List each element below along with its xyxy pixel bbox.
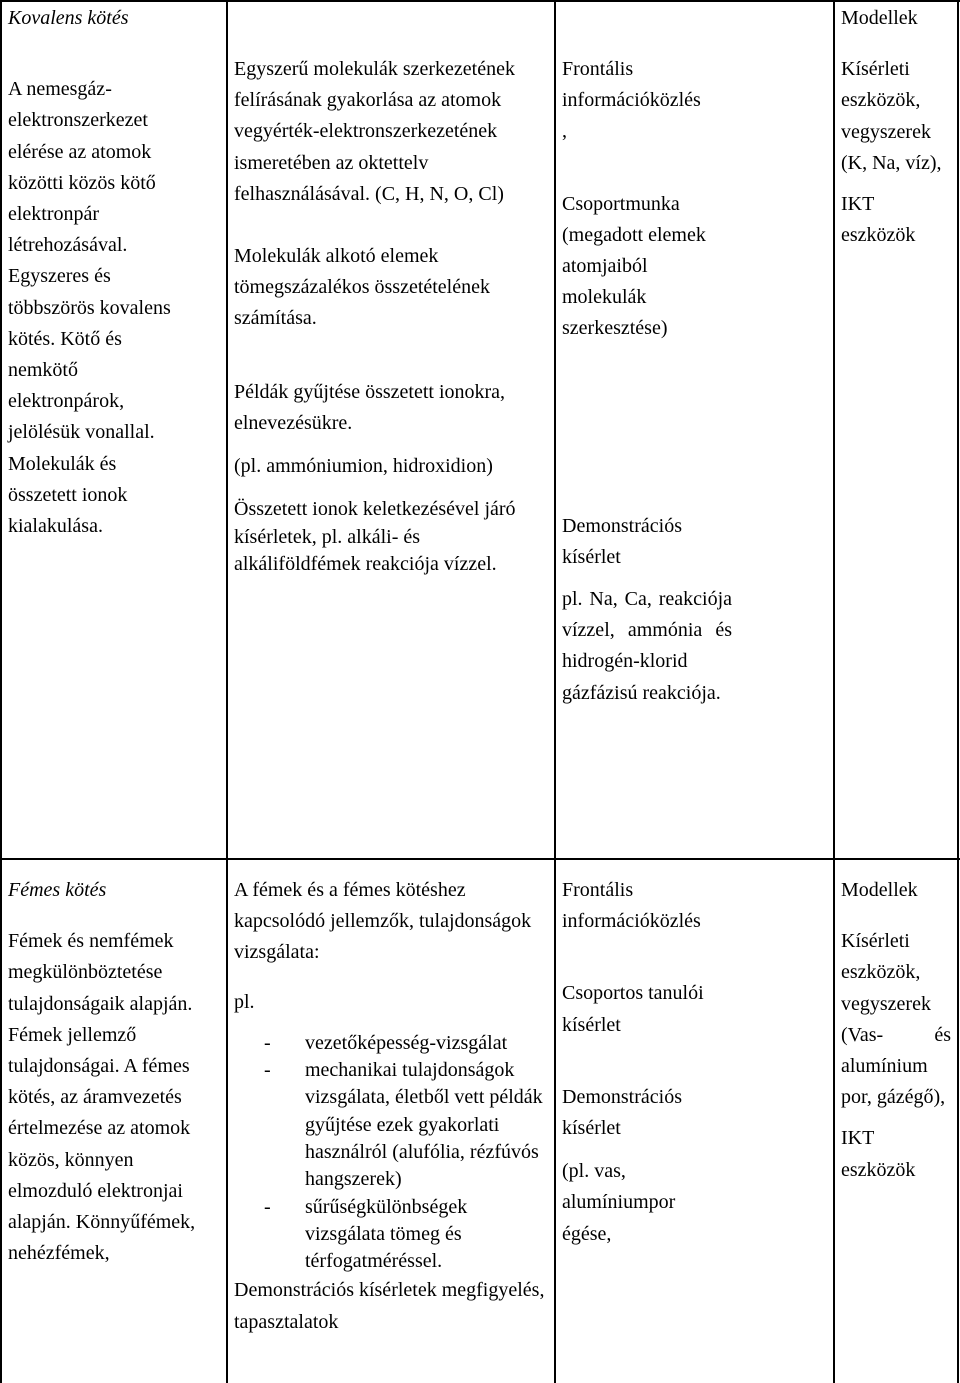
tools-cell-metallic	[841, 875, 951, 1186]
activity-paragraph: Egyszerű molekulák szerkezetének felírásának gyakorlása az atomok vegyérték-elektronszerkezetének ismeretében az oktettelv felhasználásával. (C, H, N, O, Cl)	[234, 58, 515, 205]
methods-cell-metallic	[562, 875, 762, 1250]
tools-cell-covalent	[841, 3, 951, 251]
table-border-right	[957, 0, 959, 1383]
activities-cell-metallic	[234, 875, 550, 1338]
activity-pl: pl.	[234, 990, 255, 1013]
method-item: Csoportos tanulói kísérlet	[562, 982, 704, 1036]
activity-paragraph: (pl. ammóniumion, hidroxidion)	[234, 455, 493, 478]
tools-header: Modellek	[841, 7, 918, 29]
list-item: - vezetőképesség-vizsgálat	[264, 1031, 508, 1054]
row-divider	[0, 858, 960, 860]
method-item: (pl. vas, alumíniumpor égése,	[562, 1160, 676, 1245]
activity-paragraph: Példák gyűjtése összetett ionokra, elnevezésükre.	[234, 380, 506, 434]
method-item: Frontális információközlés	[562, 879, 701, 933]
method-item: pl. Na, Ca, reakciója vízzel, ammónia és hidrogén-klorid gázfázisú reakciója.	[562, 588, 732, 704]
method-item: Demonstrációs kísérlet	[562, 1085, 682, 1140]
method-item: Csoportmunka (megadott elemek atomjaiból molekulák szerkesztése)	[562, 192, 706, 340]
tools-item: Kísérleti eszközök, vegyszerek (Vas- és alumínium por, gázégő),	[841, 930, 951, 1109]
topic-title: Kovalens kötés	[8, 7, 129, 29]
column-divider-1	[226, 0, 228, 1383]
list-item: - mechanikai tulajdonságok vizsgálata, életből vett példák gyűjtése ezek gyakorlati használról (alufólia, rézfúvós hangszerek)	[264, 1059, 543, 1191]
method-item: Demonstrációs kísérlet	[562, 514, 682, 568]
topic-content: Fémek és nemfémek megkülönböztetése tulajdonságaik alapján. Fémek jellemző tulajdonságai. A fémes kötés, az áramvezetés értelmezése az atomok közös, könnyen elmozduló elektronjai alapján. Könnyűfémek, nehézfémek,	[8, 930, 196, 1265]
column-divider-2	[554, 0, 556, 1383]
table-border-top	[0, 0, 960, 2]
activity-paragraph: Molekulák alkotó elemek tömegszázalékos összetételének számítása.	[234, 245, 490, 330]
activities-cell-covalent	[234, 54, 550, 578]
topic-cell-covalent	[8, 3, 180, 542]
activity-paragraph: Összetett ionok keletkezésével járó kísérletek, pl. alkáli- és alkáliföldfémek reakciója vízzel.	[234, 498, 516, 575]
tools-item: IKT eszközök	[841, 1127, 916, 1181]
method-item: ,	[562, 120, 567, 143]
activity-outro: Demonstrációs kísérletek megfigyelés, tapasztalatok	[234, 1279, 545, 1333]
column-divider-3	[833, 0, 835, 1383]
topic-content: A nemesgáz-elektronszerkezet elérése az atomok közötti közös kötő elektronpár létrehozásával. Egyszeres és többszörös kovalens kötés. Kötő és nemkötő elektronpárok, jelölésük vonallal. Molekulák és összetett ionok kialakulása.	[8, 78, 171, 538]
tools-item: Kísérleti eszközök, vegyszerek (K, Na, víz),	[841, 58, 942, 174]
methods-cell-covalent	[562, 54, 732, 709]
topic-title: Fémes kötés	[8, 879, 107, 901]
table-border-left	[0, 0, 2, 1383]
method-item: Frontális információközlés	[562, 58, 701, 112]
activity-intro: A fémek és a fémes kötéshez kapcsolódó jellemzők, tulajdonságok vizsgálata:	[234, 879, 532, 964]
activity-list	[234, 1030, 550, 1276]
tools-item: IKT eszközök	[841, 193, 916, 247]
list-item: - sűrűségkülönbségek vizsgálata tömeg és térfogatméréssel.	[264, 1195, 468, 1273]
tools-header: Modellek	[841, 879, 918, 901]
topic-cell-metallic	[8, 875, 213, 1269]
